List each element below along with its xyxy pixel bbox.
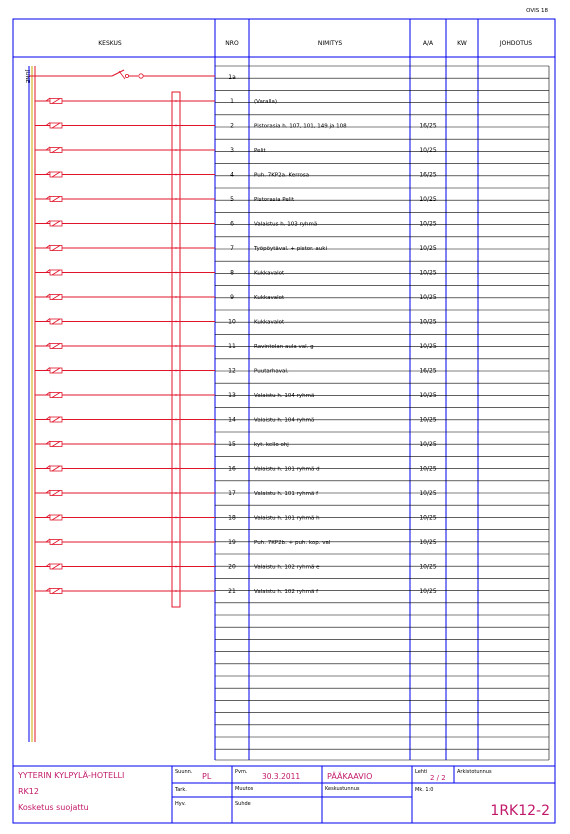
circuit-branch [35, 539, 215, 545]
circuit-branch [35, 588, 215, 594]
mk-label: Mk. 1:0 [415, 787, 434, 793]
hyv-label: Hyv. [175, 801, 186, 807]
suunn-label: Suunn. [175, 769, 193, 775]
table-grid [215, 66, 549, 760]
header-johdotus: JOHDOTUS [499, 40, 533, 47]
circuit-branch [35, 319, 215, 325]
circuit-branch [35, 147, 215, 153]
circuit-nimitys: Työpöytäval. + pistor. auki [254, 246, 327, 252]
header-aa: A/A [422, 40, 434, 47]
circuit-aa: 10/25 [419, 147, 437, 154]
circuit-nro: 11 [228, 343, 236, 350]
circuit-nimitys: Valaistu h. 101 ryhmä d [254, 466, 320, 473]
circuit-aa: 10/25 [419, 588, 437, 595]
circuit-aa: 10/25 [419, 343, 437, 350]
circuit-branch [35, 221, 215, 227]
circuit-aa: 16/25 [419, 171, 437, 179]
circuit-aa: 10/25 [419, 514, 437, 522]
circuit-nro: 5 [230, 196, 234, 203]
circuit-nimitys: Puh. 7KP2a. Kerrosa [254, 172, 310, 179]
circuit-nro: 20 [228, 563, 236, 571]
circuit-branch [35, 123, 215, 129]
circuit-aa: 10/25 [419, 392, 437, 399]
circuit-branch [35, 196, 215, 202]
circuit-aa: 10/25 [419, 196, 437, 203]
circuit-aa: 10/25 [419, 220, 437, 228]
circuit-nro: 14 [228, 416, 236, 424]
circuit-branch [35, 343, 215, 349]
muutos-label: Muutos [235, 786, 254, 792]
circuit-aa: 10/25 [419, 416, 437, 424]
circuit-branch [35, 294, 215, 300]
circuit-aa: 10/25 [419, 539, 437, 546]
circuit-branch [35, 564, 215, 570]
circuit-nimitys: Kukkavalot [254, 319, 285, 326]
circuit-nro: 12 [228, 367, 236, 375]
circuit-nimitys: kyt. kello ohj [254, 442, 289, 448]
suhde-label: Suhde [235, 801, 251, 807]
circuit-nro: 8 [230, 269, 234, 277]
circuit-nro: 3 [230, 147, 234, 154]
pvm-value: 30.3.2011 [262, 772, 301, 781]
circuit-aa: 16/25 [419, 122, 437, 130]
circuit-nimitys: Pistorasia h. 107, 101, 149 ja 108 [254, 123, 347, 130]
project-line1: YYTERIN KYLPYLÄ-HOTELLI [18, 771, 125, 780]
circuit-aa: 10/25 [419, 465, 437, 473]
circuit-branch [35, 368, 215, 374]
supply-label: JUNE [24, 70, 30, 84]
drawing-number: 1RK12-2 [490, 803, 550, 819]
circuit-nro: 19 [228, 539, 236, 546]
circuit-branch [35, 172, 215, 178]
circuit-aa: 16/25 [419, 367, 437, 375]
circuit-nro: 1 [230, 98, 234, 105]
sheet-tag: OVIS 18 [526, 8, 548, 14]
circuit-nimitys: Puutarhaval. [254, 368, 289, 375]
circuit-branch [35, 515, 215, 521]
circuit-nimitys: Valaistu h. 104 ryhmä [254, 417, 315, 424]
main-switch [29, 70, 215, 79]
header-kw: KW [457, 40, 467, 47]
circuit-nro: 9 [230, 294, 234, 301]
circuit-aa: 10/25 [419, 563, 437, 571]
main-row-nro: 1a [228, 74, 236, 81]
circuit-nimitys: Valaistu h. 101 ryhmä f [254, 491, 319, 497]
suunn-value: PL [202, 772, 212, 781]
header-nimitys: NIMITYS [317, 40, 343, 47]
distribution-rail [172, 92, 180, 607]
circuit-nimitys: Valaistu h. 104 ryhmä [254, 393, 315, 399]
circuit-branch [35, 245, 215, 251]
pvm-label: Pvm. [235, 769, 248, 775]
lehti-label: Lehti [415, 769, 428, 775]
circuit-nimitys: Pistorasia Pelit [254, 197, 294, 203]
circuit-nro: 7 [230, 245, 234, 252]
circuit-branches [35, 98, 215, 594]
circuit-nimitys: Valaistu h. 102 ryhmä e [254, 564, 320, 571]
circuit-nimitys: Kukkavalot [254, 270, 285, 277]
circuit-aa: 10/25 [419, 294, 437, 301]
circuit-nimitys: Valaistus h. 103 ryhmä [254, 221, 318, 228]
header-nro: NRO [225, 40, 239, 47]
circuit-nro: 13 [228, 392, 236, 399]
circuit-nro: 15 [228, 441, 236, 448]
circuit-nro: 18 [228, 514, 236, 522]
circuit-branch [35, 490, 215, 496]
circuit-nimitys: Puh. 7KP2b. + puh. kop. val [254, 540, 331, 546]
circuit-aa: 10/25 [419, 245, 437, 252]
circuit-nimitys: Pelit [254, 148, 266, 154]
lehti-value: 2 / 2 [430, 774, 446, 782]
circuit-aa: 10/25 [419, 441, 437, 448]
circuit-nro: 10 [228, 318, 236, 326]
circuit-branch [35, 466, 215, 472]
circuit-nro: 6 [230, 220, 234, 228]
circuit-branch [35, 270, 215, 276]
circuit-aa: 10/25 [419, 269, 437, 277]
keskus-label: Keskustunnus [325, 786, 360, 792]
tark-label: Tark. [175, 787, 187, 793]
circuit-nimitys: Valaistu h. 101 ryhmä h [254, 515, 320, 522]
circuit-nro: 4 [230, 171, 234, 179]
circuit-nro: 17 [228, 490, 236, 497]
circuit-branch [35, 441, 215, 447]
circuit-aa: 10/25 [419, 318, 437, 326]
project-line2: RK12 [18, 787, 39, 796]
header-keskus: KESKUS [98, 40, 122, 47]
circuit-nro: 2 [230, 122, 234, 130]
circuit-aa: 10/25 [419, 490, 437, 497]
circuit-nimitys: Kukkavalot [254, 295, 285, 301]
circuit-nimitys: Ravintolan aula val. g [254, 344, 314, 350]
circuit-nro: 16 [228, 465, 236, 473]
circuit-nro: 21 [228, 588, 236, 595]
project-line3: Kosketus suojattu [18, 803, 89, 812]
circuit-branch [35, 392, 215, 398]
circuit-branch [35, 98, 215, 104]
circuit-branch [35, 417, 215, 423]
circuit-nimitys: Valaistu h. 102 ryhmä f [254, 589, 319, 595]
drawing-type: PÄÄKAAVIO [327, 772, 373, 781]
arkisto-label: Arkistotunnus [457, 769, 492, 775]
circuit-nimitys: (Varalla) [254, 99, 278, 105]
